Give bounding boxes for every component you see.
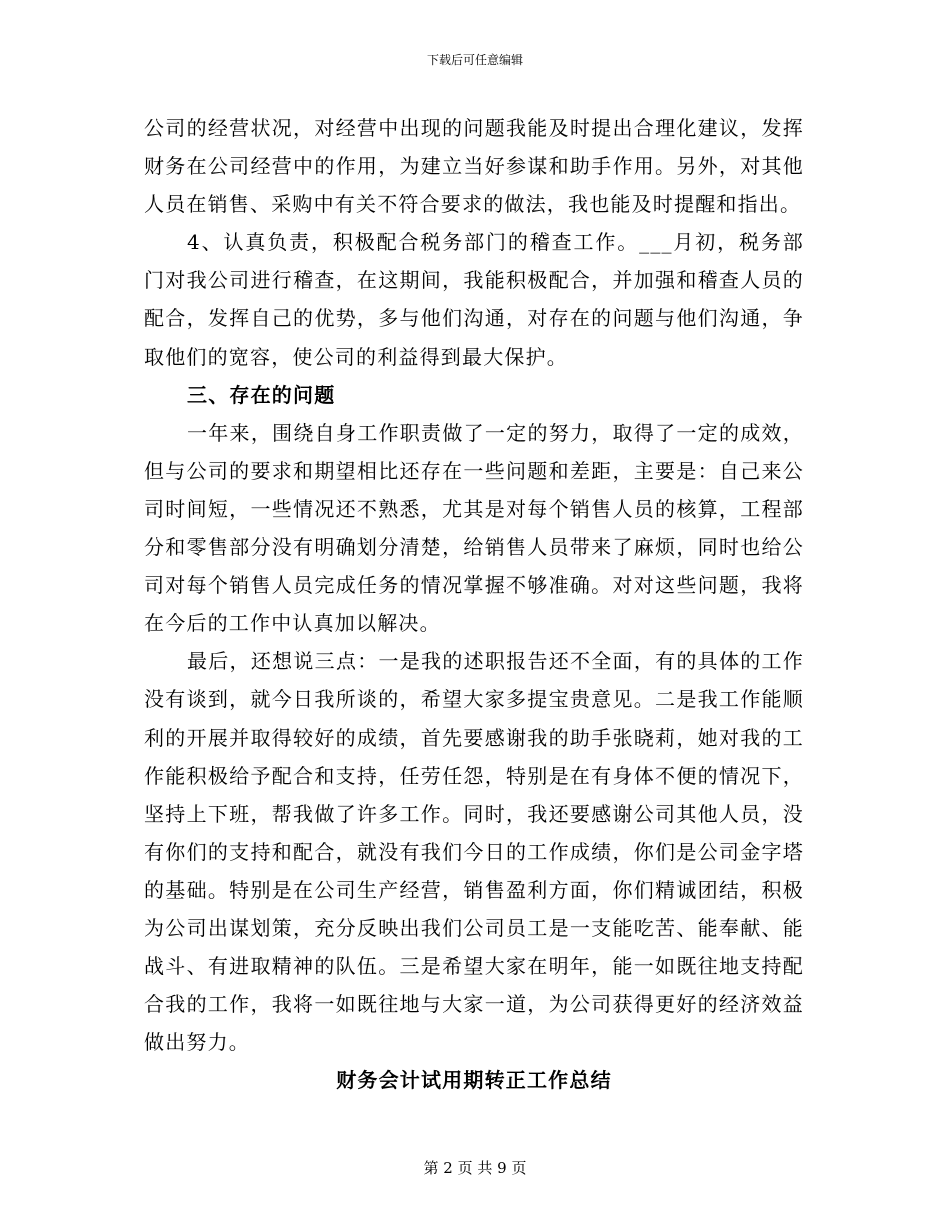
document-body: [144, 109, 804, 1099]
paragraph-operations: 公司的经营状况，对经营中出现的问题我能及时提出合理化建议，发挥财务在公司经营中的作用，为建立当好参谋和助手作用。另外，对其他人员在销售、采购中有关不符合要求的做法，我也能及时提醒和指出。: [144, 116, 804, 217]
section-heading-problems: 三、存在的问题: [187, 382, 336, 407]
paragraph-closing: 最后，还想说三点：一是我的述职报告还不全面，有的具体的工作没有谈到，就今日我所谈的，希望大家多提宝贵意见。二是我工作能顺利的开展并取得较好的成绩，首先要感谢我的助手张晓莉，她对我的工作能积极给予配合和支持，任劳任怨，特别是在有身体不便的情况下，坚持上下班，帮我做了许多工作。同时，我还要感谢公司其他人员，没有你们的支持和配合，就没有我们今日的工作成绩，你们是公司金字塔的基础。特别是在公司生产经营，销售盈利方面，你们精诚团结，积极为公司出谋划策，充分反映出我们公司员工是一支能吃苦、能奉献、能战斗、有进取精神的队伍。三是希望大家在明年，能一如既往地支持配合我的工作，我将一如既往地与大家一道，为公司获得更好的经济效益做出努力。: [144, 649, 804, 1055]
paragraph-problems: 一年来，围绕自身工作职责做了一定的努力，取得了一定的成效，但与公司的要求和期望相比还存在一些问题和差距，主要是：自己来公司时间短，一些情况还不熟悉，尤其是对每个销售人员的核算，工程部分和零售部分没有明确划分清楚，给销售人员带来了麻烦，同时也给公司对每个销售人员完成任务的情况掌握不够准确。对对这些问题，我将在今后的工作中认真加以解决。: [144, 420, 804, 636]
next-document-title: 财务会计试用期转正工作总结: [336, 1068, 612, 1093]
page-header: 下载后可任意编辑: [426, 53, 523, 67]
paragraph-tax-audit: 4、认真负责，积极配合税务部门的稽查工作。___月初，税务部门对我公司进行稽查，在这期间，我能积极配合，并加强和稽查人员的配合，发挥自己的优势，多与他们沟通，对存在的问题与他们沟通，争取他们的宽容，使公司的利益得到最大保护。: [144, 230, 804, 369]
page-number-footer: 第 2 页 共 9 页: [423, 1159, 527, 1177]
